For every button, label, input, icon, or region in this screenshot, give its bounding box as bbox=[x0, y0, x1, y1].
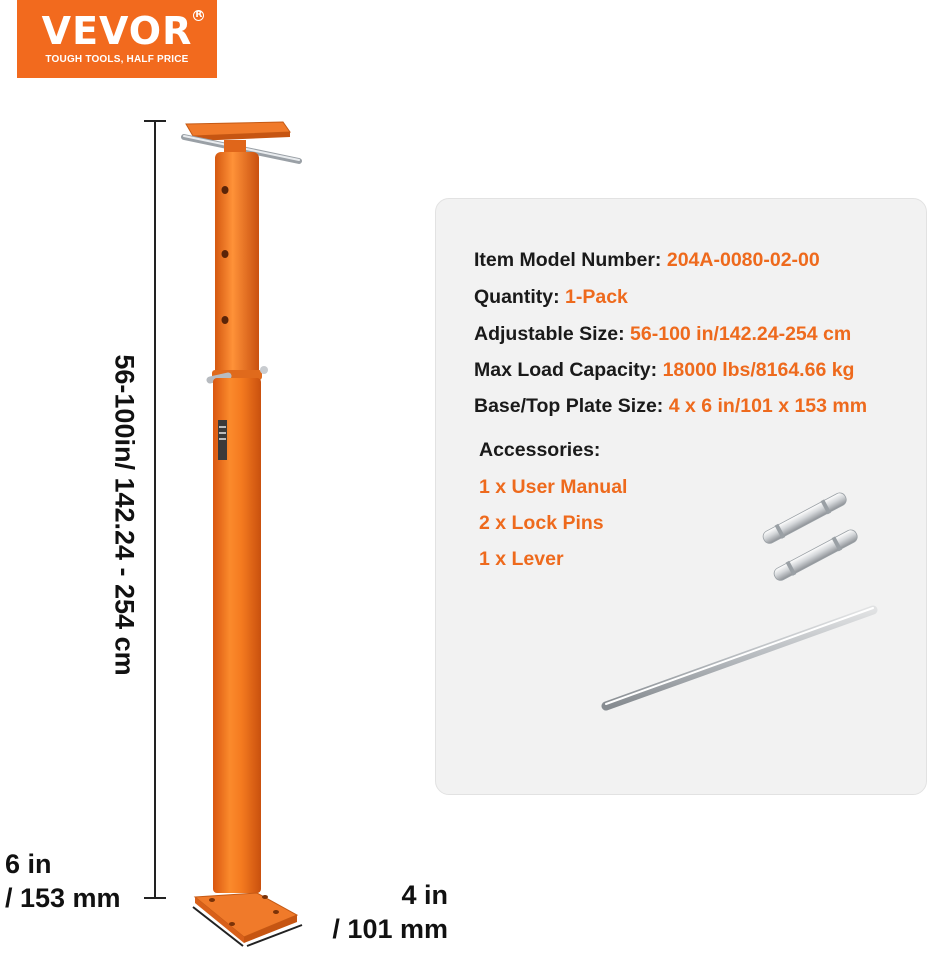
spec-plate-size: Base/Top Plate Size: 4 x 6 in/101 x 153 mm bbox=[474, 395, 868, 417]
product-label-sticker bbox=[218, 420, 227, 460]
spec-quantity: Quantity: 1-Pack bbox=[474, 286, 628, 308]
accessory-lock-pins: 2 x Lock Pins bbox=[479, 512, 604, 534]
spec-model-number: Item Model Number: 204A-0080-02-00 bbox=[474, 249, 820, 271]
accessory-lever: 1 x Lever bbox=[479, 548, 564, 570]
spec-adjustable-size: Adjustable Size: 56-100 in/142.24-254 cm bbox=[474, 323, 852, 345]
lever-rod-icon bbox=[606, 608, 873, 706]
height-dimension-line bbox=[144, 121, 166, 898]
accessories-illustration bbox=[436, 199, 926, 794]
accessory-user-manual: 1 x User Manual bbox=[479, 476, 628, 498]
logo-tagline: TOUGH TOOLS, HALF PRICE bbox=[45, 54, 189, 65]
spec-max-load: Max Load Capacity: 18000 lbs/8164.66 kg bbox=[474, 359, 855, 381]
logo-wordmark: VEVOR R bbox=[42, 12, 193, 50]
height-dimension-label: 56-100in/ 142.24 - 254 cm bbox=[109, 354, 140, 676]
accessories-title: Accessories: bbox=[479, 439, 601, 461]
registered-mark: R bbox=[193, 10, 204, 21]
base-plate bbox=[195, 893, 297, 943]
plate-length-label: 6 in / 153 mm bbox=[5, 849, 121, 913]
spec-card bbox=[435, 198, 927, 795]
plate-width-label: 4 in / 101 mm bbox=[332, 880, 448, 944]
